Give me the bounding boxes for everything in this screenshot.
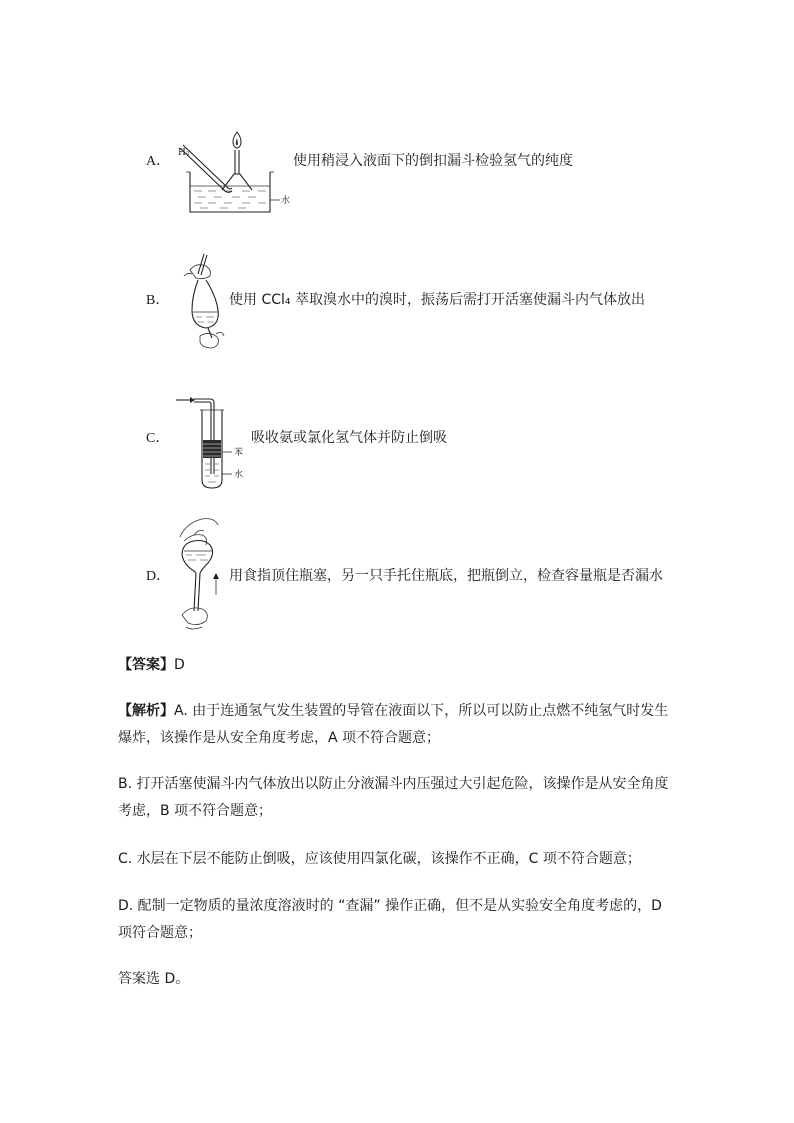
analysis-conclusion: 答案选 D。 [118, 971, 190, 987]
option-d-letter: D． [146, 569, 171, 584]
answer-value: D [174, 657, 185, 673]
option-b-text: 使用 CCl₄ 萃取溴水中的溴时，振荡后需打开活塞使漏斗内气体放出 [229, 292, 645, 308]
option-b-separatory-funnel-image [176, 250, 236, 355]
option-d-volumetric-flask-image [172, 515, 232, 630]
analysis-p4: D. 配制一定物质的量浓度溶液时的 “查漏” 操作正确，但不是从实验安全角度考虑的，D 项符合题意； [118, 898, 662, 941]
option-c-text: 吸收氨或氯化氢气体并防止倒吸 [251, 430, 447, 446]
answer-tag: 【答案】 [118, 657, 174, 673]
option-a-text: 使用稍浸入液面下的倒扣漏斗检验氢气的纯度 [293, 153, 573, 169]
benzene-label: 苯 [234, 448, 244, 458]
analysis-p1 [118, 698, 678, 752]
option-b-letter: B． [146, 293, 170, 308]
analysis-p3: C. 水层在下层不能防止倒吸，应该使用四氯化碳，该操作不正确，C 项不符合题意； [118, 851, 641, 867]
answer-line [118, 652, 678, 679]
option-a-letter: A． [146, 154, 171, 169]
option-c-letter: C． [146, 431, 170, 446]
water-label-c: 水 [234, 470, 244, 480]
analysis-p2: B. 打开活塞使漏斗内气体放出以防止分液漏斗内压强过大引起危险，该操作是从安全角度考虑，B 项不符合题意； [118, 776, 669, 819]
h2-label: H₂ [178, 148, 190, 158]
analysis-tag: 【解析】 [118, 703, 174, 719]
water-label-a: 水 [281, 196, 291, 206]
option-c-test-tube-image [172, 392, 252, 492]
analysis-a-text: A. 由于连通氢气发生装置的导管在液面以下，所以可以防止点燃不纯氢气时发生爆炸，该操作是从安全角度考虑，A 项不符合题意； [118, 703, 669, 746]
option-d-text: 用食指顶住瓶塞，另一只手托住瓶底，把瓶倒立，检查容量瓶是否漏水 [229, 568, 663, 584]
option-a-apparatus-image [172, 128, 292, 218]
